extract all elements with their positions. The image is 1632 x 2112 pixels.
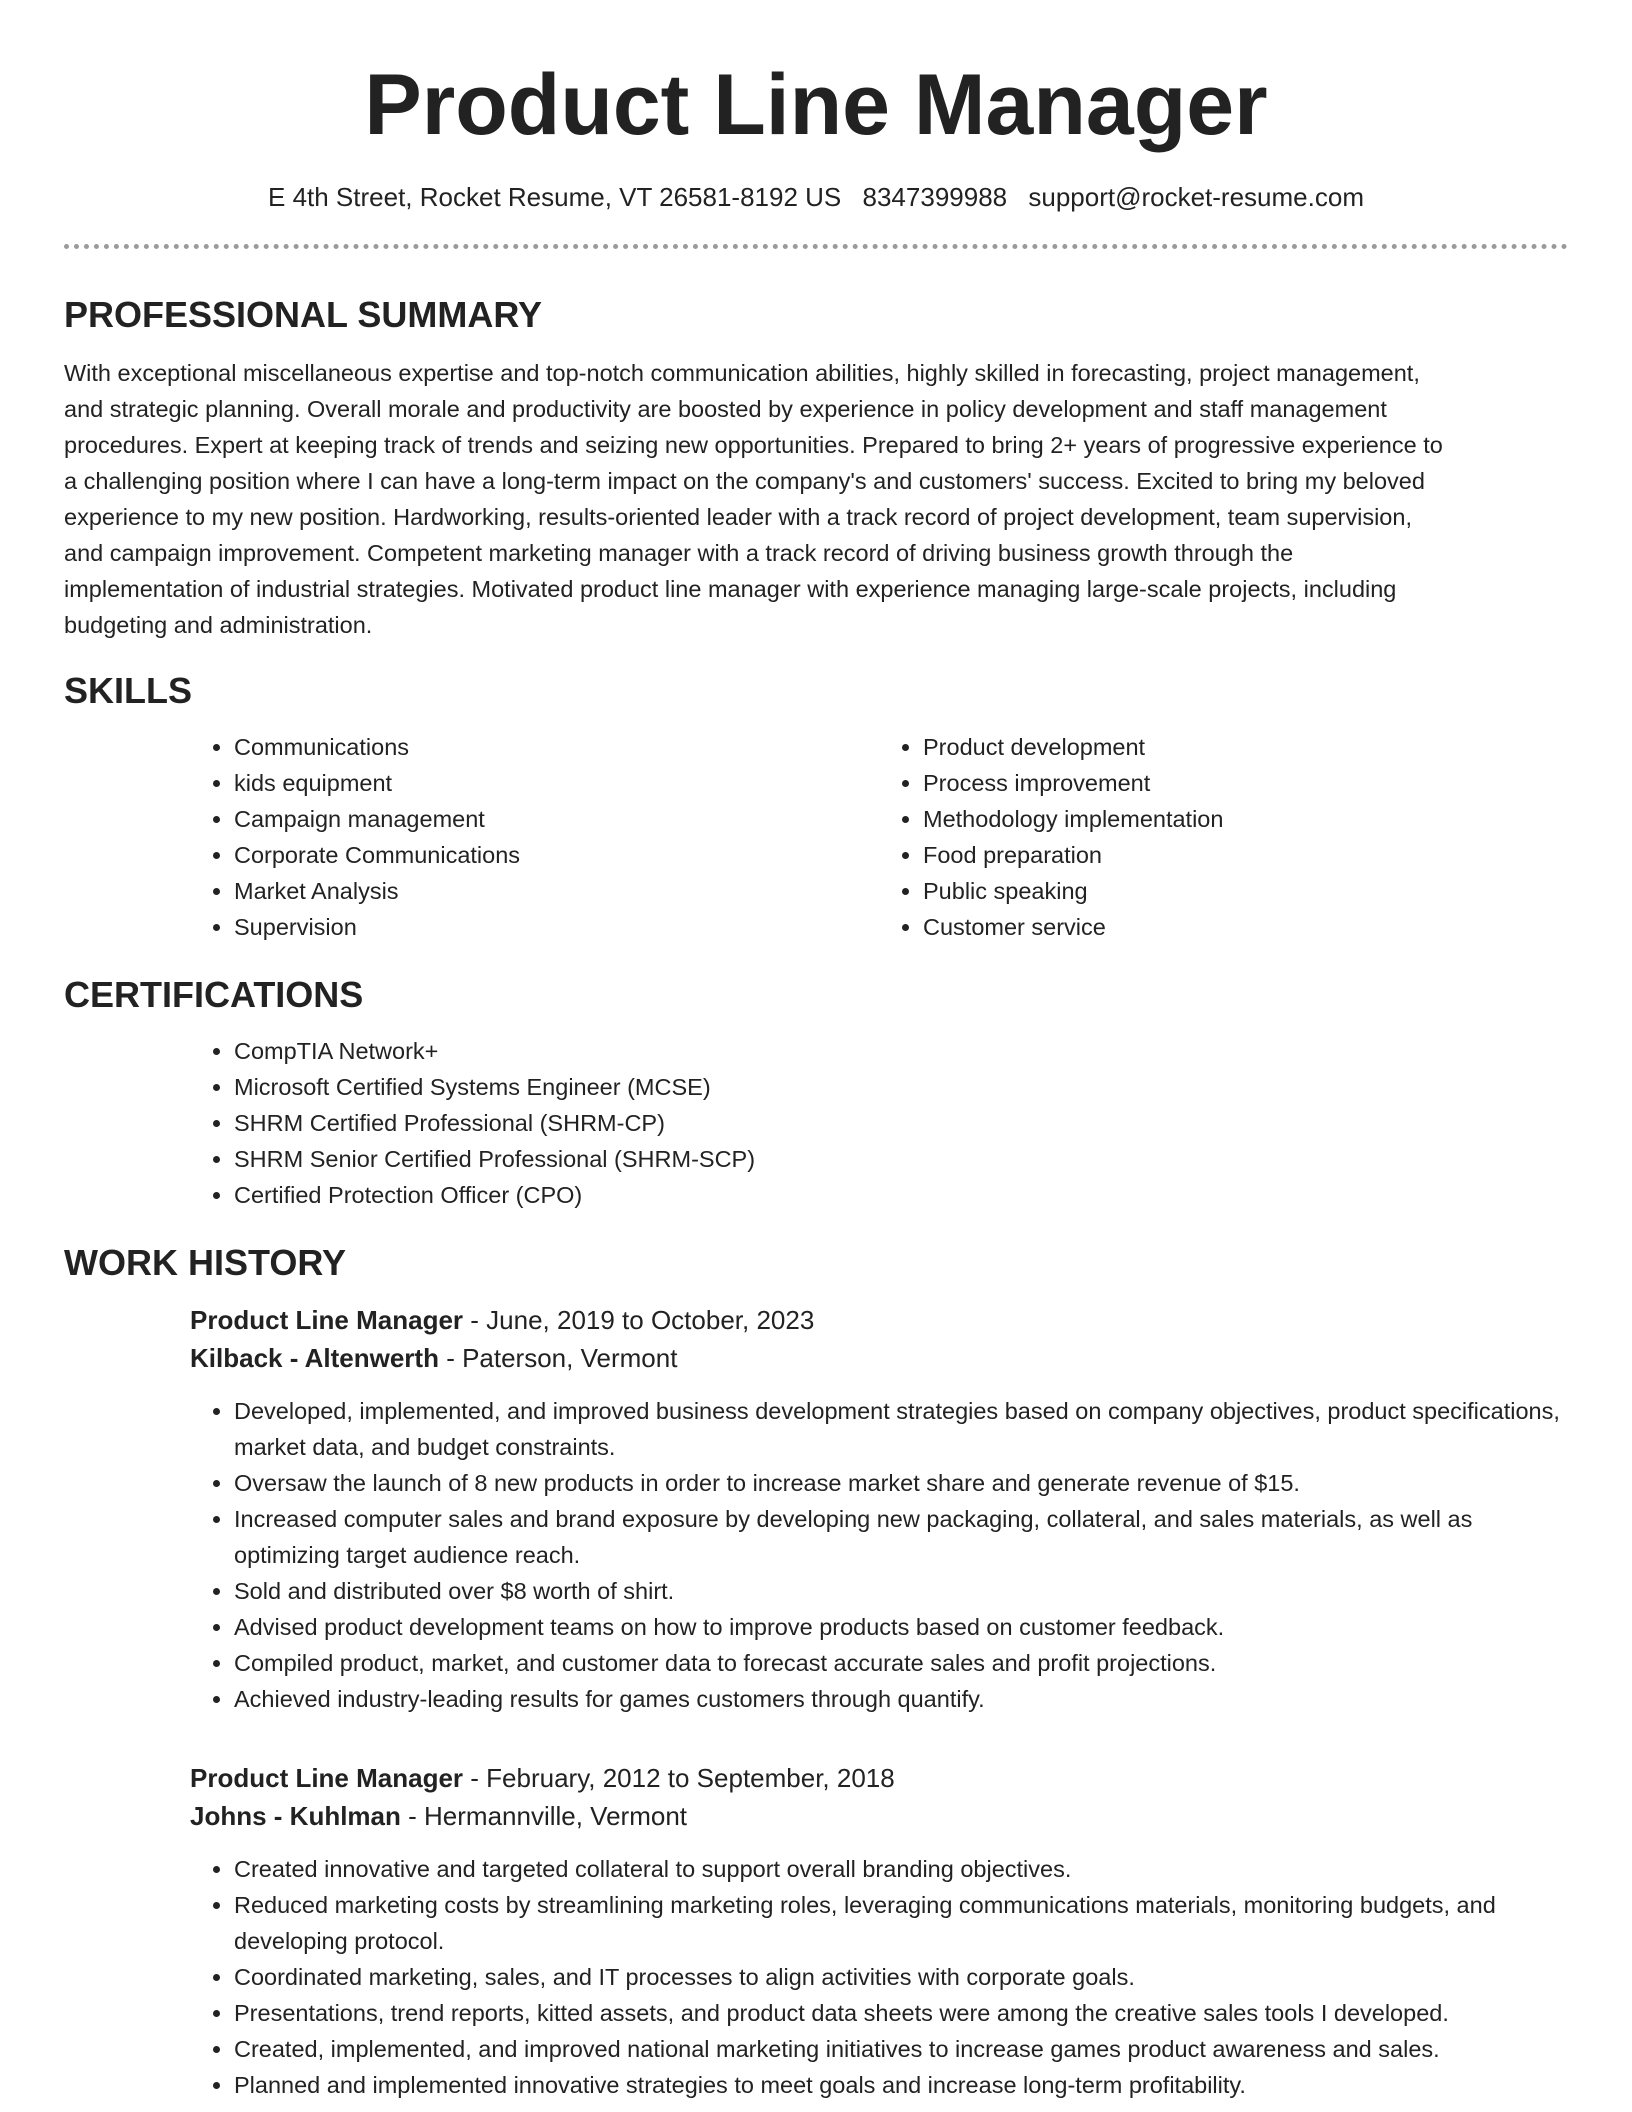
certifications-list <box>190 1033 1568 1213</box>
list-item: • Customer service <box>923 909 1568 945</box>
list-item: • Supervision <box>234 909 879 945</box>
list-item: • Methodology implementation <box>923 801 1568 837</box>
job-company-line <box>190 1797 1568 1835</box>
resume-name: Product Line Manager <box>364 57 1268 153</box>
job-location: - Hermannville, Vermont <box>400 1801 688 1831</box>
list-item: • kids equipment <box>234 765 879 801</box>
list-item: • Oversaw the launch of 8 new products in order to increase market share and generate revenue of $15. <box>234 1465 1574 1501</box>
list-item: • Corporate Communications <box>234 837 879 873</box>
contact-line <box>64 180 1568 214</box>
list-item: • Process improvement <box>923 765 1568 801</box>
list-item: • Microsoft Certified Systems Engineer (MCSE) <box>234 1069 1568 1105</box>
list-item: • Reduced marketing costs by streamlining marketing roles, leveraging communications materials, monitoring budgets, and developing protocol. <box>234 1887 1574 1959</box>
phone: 8347399988 <box>862 182 1008 212</box>
job-entry <box>190 1301 1568 1717</box>
job-role-line <box>190 1301 1568 1339</box>
job-role: Product Line Manager <box>190 1763 464 1793</box>
list-item: • Public speaking <box>923 873 1568 909</box>
skills-list-left <box>190 729 879 945</box>
list-item: • Food preparation <box>923 837 1568 873</box>
skills-title: SKILLS <box>64 670 193 711</box>
job-bullets <box>190 1851 1568 2103</box>
list-item: • Increased computer sales and brand exposure by developing new packaging, collateral, and sales materials, as well as optimizing target audience reach. <box>234 1501 1574 1573</box>
job-location: - Paterson, Vermont <box>438 1343 678 1373</box>
job-entry <box>190 1759 1568 2103</box>
job-role-line <box>190 1759 1568 1797</box>
list-item: • Certified Protection Officer (CPO) <box>234 1177 1568 1213</box>
list-item: • SHRM Senior Certified Professional (SHRM-SCP) <box>234 1141 1568 1177</box>
list-item: • Product development <box>923 729 1568 765</box>
list-item: • Created, implemented, and improved national marketing initiatives to increase games product awareness and sales. <box>234 2031 1574 2067</box>
list-item: • Compiled product, market, and customer data to forecast accurate sales and profit projections. <box>234 1645 1574 1681</box>
list-item: • Campaign management <box>234 801 879 837</box>
summary-text: With exceptional miscellaneous expertise and top-notch communication abilities, highly skilled in forecasting, project management, and strategic planning. Overall morale and productivity are boosted by experience in policy development and staff management procedures. Expert at keeping track of trends and seizing new opportunities. Prepared to bring 2+ years of progressive experience to a challenging position where I can have a long-term impact on the company's and customers' success. Excited to bring my beloved experience to my new position. Hardworking, results-oriented leader with a track record of project development, team supervision, and campaign improvement. Competent marketing manager with a track record of driving business growth through the implementation of industrial strategies. Motivated product line manager with experience managing large-scale projects, including budgeting and administration. <box>64 360 1443 638</box>
job-company: Johns - Kuhlman <box>190 1801 401 1831</box>
list-item: • Developed, implemented, and improved business development strategies based on company objectives, product specifications, market data, and budget constraints. <box>234 1393 1574 1465</box>
list-item: • Sold and distributed over $8 worth of shirt. <box>234 1573 1574 1609</box>
dotted-divider <box>64 244 1568 249</box>
summary-title: PROFESSIONAL SUMMARY <box>64 294 543 335</box>
list-item: • SHRM Certified Professional (SHRM-CP) <box>234 1105 1568 1141</box>
list-item: • Created innovative and targeted collateral to support overall branding objectives. <box>234 1851 1574 1887</box>
skills-list-right <box>879 729 1568 945</box>
email: support@rocket-resume.com <box>1028 182 1364 212</box>
list-item: • Achieved industry-leading results for games customers through quantify. <box>234 1681 1574 1717</box>
address: E 4th Street, Rocket Resume, VT 26581-8192 US <box>268 182 842 212</box>
resume-page <box>64 0 1568 2103</box>
job-bullets <box>190 1393 1568 1717</box>
certifications-title: CERTIFICATIONS <box>64 974 364 1015</box>
job-company: Kilback - Altenwerth <box>190 1343 439 1373</box>
job-dates: - June, 2019 to October, 2023 <box>463 1305 815 1335</box>
list-item: • Coordinated marketing, sales, and IT processes to align activities with corporate goals. <box>234 1959 1574 1995</box>
list-item: • Market Analysis <box>234 873 879 909</box>
list-item: • Communications <box>234 729 879 765</box>
list-item: • Planned and implemented innovative strategies to meet goals and increase long-term profitability. <box>234 2067 1574 2103</box>
work-history-title: WORK HISTORY <box>64 1242 347 1283</box>
job-dates: - February, 2012 to September, 2018 <box>463 1763 895 1793</box>
list-item: • Presentations, trend reports, kitted assets, and product data sheets were among the creative sales tools I developed. <box>234 1995 1574 2031</box>
list-item: • Advised product development teams on how to improve products based on customer feedback. <box>234 1609 1574 1645</box>
job-company-line <box>190 1339 1568 1377</box>
job-role: Product Line Manager <box>190 1305 464 1335</box>
list-item: • CompTIA Network+ <box>234 1033 1568 1069</box>
skills-columns <box>190 729 1568 945</box>
